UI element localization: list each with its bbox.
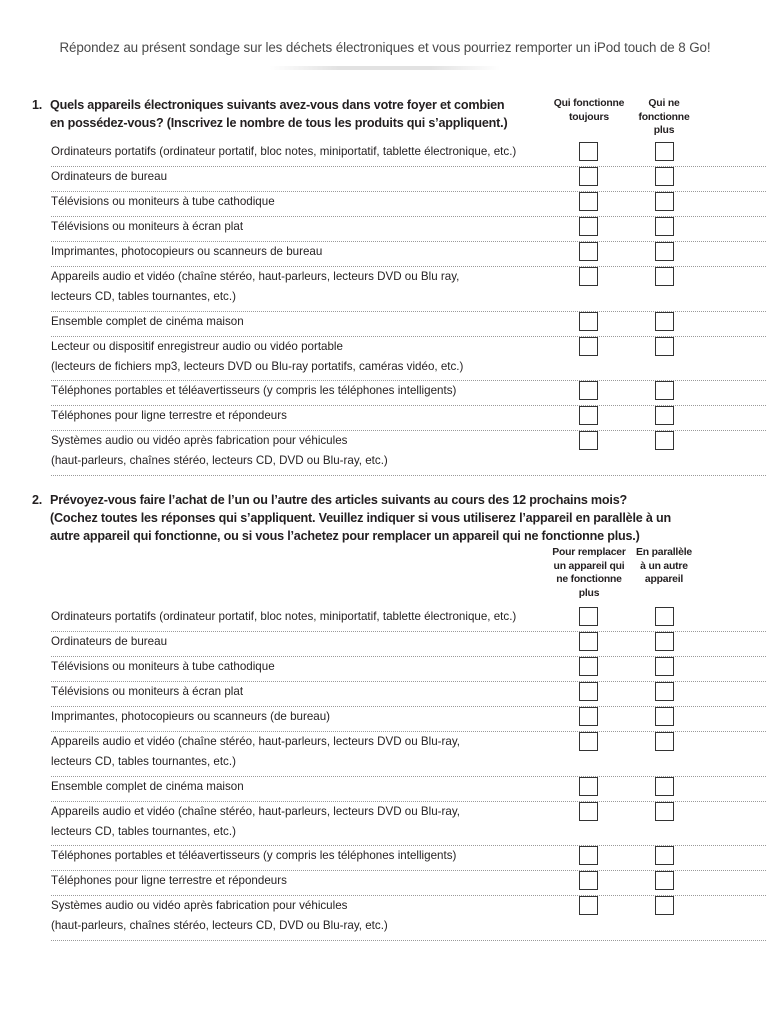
item-label-line: Imprimantes, photocopieurs ou scanneurs (de bureau) bbox=[51, 710, 331, 723]
question-1-text-line: Quels appareils électroniques suivants avez-vous dans votre foyer et combien bbox=[50, 98, 505, 112]
question-2-item-1-checkbox-2[interactable] bbox=[655, 607, 674, 626]
question-2-item-6-checkbox-1[interactable] bbox=[579, 732, 598, 751]
item-label-line: Télévisions ou moniteurs à tube cathodique bbox=[51, 660, 275, 673]
item-label bbox=[51, 657, 275, 677]
item-label-line: Télévisions ou moniteurs à écran plat bbox=[51, 220, 244, 233]
item-label-line: Téléphones pour ligne terrestre et répondeurs bbox=[51, 409, 287, 422]
question-2-item-8-checkbox-2[interactable] bbox=[655, 802, 674, 821]
column-header-line: ne fonctionne bbox=[556, 574, 622, 585]
banner-divider bbox=[270, 66, 500, 70]
question-1-item-2-checkbox-2[interactable] bbox=[655, 167, 674, 186]
item-label bbox=[51, 381, 456, 401]
question-1-item-7-checkbox-1[interactable] bbox=[579, 312, 598, 331]
question-1-text bbox=[50, 96, 507, 132]
question-2-item-3-checkbox-1[interactable] bbox=[579, 657, 598, 676]
question-2-item-4-checkbox-1[interactable] bbox=[579, 682, 598, 701]
column-header-line: fonctionne bbox=[638, 111, 690, 123]
question-2-item-7-checkbox-1[interactable] bbox=[579, 777, 598, 796]
item-label bbox=[51, 337, 463, 377]
item-label-line: Télévisions ou moniteurs à tube cathodique bbox=[51, 195, 275, 208]
column-header-line: Qui fonctionne bbox=[553, 98, 625, 109]
question-2-item-10-checkbox-1[interactable] bbox=[579, 871, 598, 890]
item-label-line: (lecteurs de fichiers mp3, lecteurs DVD ou Blu-ray portatifs, caméras vidéo, etc.) bbox=[51, 359, 464, 373]
question-2-item-3-checkbox-2[interactable] bbox=[655, 657, 674, 676]
question-2-text-line: Prévoyez-vous faire l’achat de l’un ou l’autre des articles suivants au cours des 12 prochains mois? bbox=[50, 493, 628, 507]
column-header-line: un appareil qui bbox=[553, 560, 625, 572]
question-1-item-2-checkbox-1[interactable] bbox=[579, 167, 598, 186]
survey-banner: Répondez au présent sondage sur les déchets électroniques et vous pourriez remporter un iPod touch de 8 Go! bbox=[59, 40, 711, 55]
question-2-item-7-checkbox-2[interactable] bbox=[655, 777, 674, 796]
item-label bbox=[51, 732, 460, 772]
question-2-item-9-checkbox-1[interactable] bbox=[579, 846, 598, 865]
question-1-item-3-checkbox-2[interactable] bbox=[655, 192, 674, 211]
question-1-item-4-checkbox-1[interactable] bbox=[579, 217, 598, 236]
item-label-line: Systèmes audio ou vidéo après fabrication pour véhicules bbox=[51, 434, 348, 447]
column-header-line: à un autre bbox=[640, 560, 688, 572]
question-2-item-10-checkbox-2[interactable] bbox=[655, 871, 674, 890]
item-label bbox=[51, 846, 456, 866]
item-label-line: Ordinateurs portatifs (ordinateur portatif, bloc notes, miniportatif, tablette électronique, etc.) bbox=[51, 610, 517, 623]
item-label-line: Ensemble complet de cinéma maison bbox=[51, 779, 244, 793]
question-1-item-6-checkbox-2[interactable] bbox=[655, 267, 674, 286]
item-label bbox=[51, 242, 322, 262]
item-label bbox=[51, 871, 287, 891]
question-2-item-2-checkbox-1[interactable] bbox=[579, 632, 598, 651]
question-2-item-11-checkbox-1[interactable] bbox=[579, 896, 598, 915]
question-1-item-6-checkbox-1[interactable] bbox=[579, 267, 598, 286]
column-header-line: Qui ne bbox=[648, 98, 680, 109]
question-2-text-line: autre appareil qui fonctionne, ou si vous l’achetez pour remplacer un appareil qui ne fonctionne plus.) bbox=[50, 529, 640, 543]
question-1-item-11-checkbox-2[interactable] bbox=[655, 431, 674, 450]
item-label bbox=[51, 267, 459, 307]
item-label-line: Systèmes audio ou vidéo après fabrication pour véhicules bbox=[51, 899, 348, 912]
column-header-line: En parallèle bbox=[636, 547, 692, 558]
item-label-line: Télévisions ou moniteurs à écran plat bbox=[51, 685, 244, 698]
item-label-line: Appareils audio et vidéo (chaîne stéréo, haut-parleurs, lecteurs DVD ou Blu-ray, bbox=[51, 735, 460, 748]
item-label-line: Appareils audio et vidéo (chaîne stéréo, haut-parleurs, lecteurs DVD ou Blu-ray, bbox=[51, 804, 460, 818]
item-label bbox=[51, 406, 287, 426]
item-label-line: Téléphones pour ligne terrestre et répondeurs bbox=[51, 874, 287, 887]
item-label bbox=[51, 802, 460, 842]
column-header-line: Pour remplacer bbox=[552, 547, 626, 558]
question-2-item-5-checkbox-1[interactable] bbox=[579, 707, 598, 726]
question-1-column-header-2 bbox=[619, 97, 709, 138]
item-label-line: lecteurs CD, tables tournantes, etc.) bbox=[51, 755, 236, 768]
item-label bbox=[51, 431, 388, 471]
question-1-item-3-checkbox-1[interactable] bbox=[579, 192, 598, 211]
question-2-item-6-checkbox-2[interactable] bbox=[655, 732, 674, 751]
question-2-number: 2. bbox=[32, 493, 43, 507]
question-1-item-8-checkbox-1[interactable] bbox=[579, 337, 598, 356]
item-label bbox=[51, 312, 244, 332]
column-header-line: appareil bbox=[644, 574, 684, 585]
question-2-item-1-checkbox-1[interactable] bbox=[579, 607, 598, 626]
item-label-line: Téléphones portables et téléavertisseurs (y compris les téléphones intelligents) bbox=[51, 384, 457, 397]
question-1-item-5-checkbox-2[interactable] bbox=[655, 242, 674, 261]
question-2-item-11-checkbox-2[interactable] bbox=[655, 896, 674, 915]
item-label bbox=[51, 707, 330, 727]
question-2-item-2-checkbox-2[interactable] bbox=[655, 632, 674, 651]
question-2-item-9-checkbox-2[interactable] bbox=[655, 846, 674, 865]
item-label bbox=[51, 167, 167, 187]
column-header-line: plus bbox=[653, 125, 675, 136]
item-label-line: lecteurs CD, tables tournantes, etc.) bbox=[51, 290, 236, 303]
column-header-line: plus bbox=[578, 587, 600, 599]
item-label-line: Ordinateurs de bureau bbox=[51, 170, 168, 183]
row-divider bbox=[51, 940, 766, 941]
question-2-item-8-checkbox-1[interactable] bbox=[579, 802, 598, 821]
item-label-line: (haut-parleurs, chaînes stéréo, lecteurs CD, DVD ou Blu-ray, etc.) bbox=[51, 919, 388, 932]
question-1-item-5-checkbox-1[interactable] bbox=[579, 242, 598, 261]
question-1-item-9-checkbox-1[interactable] bbox=[579, 381, 598, 400]
question-2-item-5-checkbox-2[interactable] bbox=[655, 707, 674, 726]
item-label bbox=[51, 217, 243, 237]
column-header-line: toujours bbox=[569, 111, 609, 123]
item-label bbox=[51, 142, 516, 162]
item-label-line: Appareils audio et vidéo (chaîne stéréo, haut-parleurs, lecteurs DVD ou Blu ray, bbox=[51, 270, 460, 283]
item-label-line: Imprimantes, photocopieurs ou scanneurs de bureau bbox=[51, 245, 323, 258]
question-1-number: 1. bbox=[32, 98, 43, 112]
item-label-line: Téléphones portables et téléavertisseurs (y compris les téléphones intelligents) bbox=[51, 849, 457, 862]
item-label-line: Lecteur ou dispositif enregistreur audio ou vidéo portable bbox=[51, 339, 343, 353]
item-label-line: Ordinateurs de bureau bbox=[51, 635, 168, 648]
question-1-item-1-checkbox-1[interactable] bbox=[579, 142, 598, 161]
item-label-line: Ordinateurs portatifs (ordinateur portatif, bloc notes, miniportatif, tablette électronique, etc.) bbox=[51, 145, 517, 158]
item-label bbox=[51, 682, 243, 702]
question-2-item-4-checkbox-2[interactable] bbox=[655, 682, 674, 701]
question-2-column-header-2 bbox=[619, 546, 709, 587]
row-divider bbox=[51, 475, 766, 476]
item-label bbox=[51, 632, 167, 652]
question-1-item-10-checkbox-1[interactable] bbox=[579, 406, 598, 425]
question-1-text-line: en possédez-vous? (Inscrivez le nombre de tous les produits qui s’appliquent.) bbox=[50, 116, 508, 130]
item-label bbox=[51, 192, 275, 212]
item-label bbox=[51, 607, 516, 627]
question-2-text-line: (Cochez toutes les réponses qui s’appliquent. Veuillez indiquer si vous utiliserez l’appareil en parallèle à un bbox=[50, 511, 671, 525]
question-1-item-9-checkbox-2[interactable] bbox=[655, 381, 674, 400]
question-1-item-11-checkbox-1[interactable] bbox=[579, 431, 598, 450]
question-2-text bbox=[50, 491, 671, 545]
question-1-item-8-checkbox-2[interactable] bbox=[655, 337, 674, 356]
question-1-item-4-checkbox-2[interactable] bbox=[655, 217, 674, 236]
item-label bbox=[51, 777, 244, 797]
item-label-line: lecteurs CD, tables tournantes, etc.) bbox=[51, 824, 236, 838]
item-label bbox=[51, 896, 388, 936]
item-label-line: (haut-parleurs, chaînes stéréo, lecteurs CD, DVD ou Blu-ray, etc.) bbox=[51, 454, 388, 467]
question-1-item-10-checkbox-2[interactable] bbox=[655, 406, 674, 425]
question-1-item-7-checkbox-2[interactable] bbox=[655, 312, 674, 331]
question-1-item-1-checkbox-2[interactable] bbox=[655, 142, 674, 161]
item-label-line: Ensemble complet de cinéma maison bbox=[51, 314, 244, 328]
